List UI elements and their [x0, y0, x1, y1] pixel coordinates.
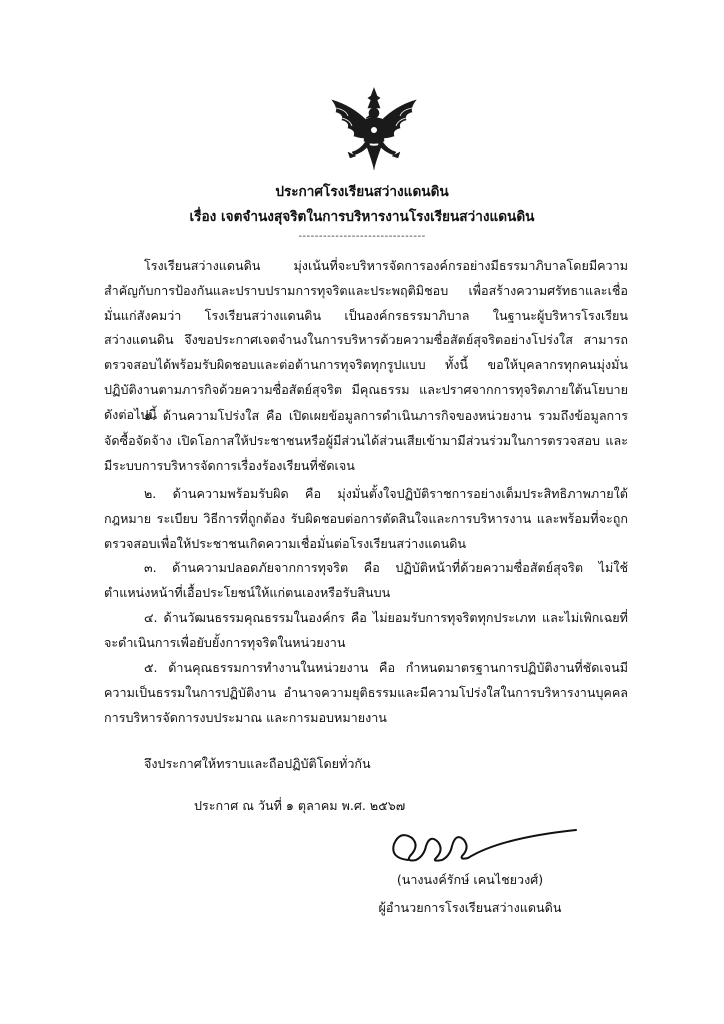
closing-statement: จึงประกาศให้ทราบและถือปฏิบัติโดยทั่วกัน [144, 756, 371, 771]
intro-paragraph: โรงเรียนสว่างแดนดิน มุ่งเน้นที่จะบริหารจัดการองค์กรอย่างมีธรรมาภิบาลโดยมีความสำคัญกับการป้องกันและปราบปรามการทุจริตและประพฤติมิชอบ เพื่อสร้างความศรัทธาและเชื่อมั่นแก่สังคมว่า โรงเรียนสว่างแดนดิน เป็นองค์กรธรรมาภิบาล ในฐานะผู้บริหารโรงเรียนสว่างแดนดิน จึงขอประกาศเจตจำนงในการบริหารด้วยความซื่อสัตย์สุจริตอย่างโปร่งใส สามารถตรวจสอบได้พร้อมรับผิดชอบและต่อต้านการทุจริตทุกรูปแบบ ทั้งนี้ ขอให้บุคลากรทุกคนมุ่งมั่นปฏิบัติงานตามภารกิจด้วยความซื่อสัตย์สุจริต มีคุณธรรม และปราศจากการทุจริตภายใต้นโยบาย ดังต่อไปนี้ [104, 258, 628, 422]
announcement-subject: เรื่อง เจตจำนงสุจริตในการบริหารงานโรงเรียนสว่างแดนดิน [189, 209, 535, 225]
announcement-title: ประกาศโรงเรียนสว่างแดนดิน [275, 184, 449, 200]
announcement-date: ประกาศ ณ วันที่ ๑ ตุลาคม พ.ศ. ๒๕๖๗ [194, 798, 406, 813]
title-divider: ------------------------------- [298, 231, 426, 242]
signer-name: (นางนงค์รักษ์ เคนไชยวงศ์) [396, 872, 544, 887]
policy-item-corruption-free: ๓. ด้านความปลอดภัยจากการทุจริต คือ ปฏิบัติหน้าที่ด้วยความซื่อสัตย์สุจริต ไม่ใช้ตำแหน่งหน้าที่เอื้อประโยชน์ให้แก่ตนเองหรือรับสินบน [104, 560, 628, 600]
policy-item-integrity-culture: ๔. ด้านวัฒนธรรมคุณธรรมในองค์กร คือ ไม่ยอมรับการทุจริตทุกประเภท และไม่เพิกเฉยที่จะดำเนินการเพื่อยับยั้งการทุจริตในหน่วยงาน [104, 610, 628, 650]
policy-item-transparency: ๑. ด้านความโปร่งใส คือ เปิดเผยข้อมูลการดำเนินภารกิจของหน่วยงาน รวมถึงข้อมูลการจัดซื้อจัดจ้าง เปิดโอกาสให้ประชาชนหรือผู้มีส่วนได้ส่วนเสียเข้ามามีส่วนร่วมในการตรวจสอบ และมีระบบการบริหารจัดการเรื่องร้องเรียนที่ชัดเจน [104, 408, 628, 473]
garuda-emblem-icon [322, 86, 426, 172]
policy-item-work-ethics: ๕. ด้านคุณธรรมการทำงานในหน่วยงาน คือ กำหนดมาตรฐานการปฏิบัติงานที่ชัดเจนมีความเป็นธรรมในการปฏิบัติงาน อำนาจความยุติธรรมและมีความโปร่งใสในการบริหารงานบุคคล การบริหารจัดการงบประมาณ และการมอบหมายงาน [104, 660, 628, 725]
policy-item-accountability: ๒. ด้านความพร้อมรับผิด คือ มุ่งมั่นตั้งใจปฏิบัติราชการอย่างเต็มประสิทธิภาพภายใต้กฎหมาย ระเบียบ วิธีการที่ถูกต้อง รับผิดชอบต่อการตัดสินใจและการบริหารงาน และพร้อมที่จะถูกตรวจสอบเพื่อให้ประชาชนเกิดความเชื่อมั่นต่อโรงเรียนสว่างแดนดิน [104, 486, 628, 551]
signer-position: ผู้อำนวยการโรงเรียนสว่างแดนดิน [378, 900, 562, 915]
